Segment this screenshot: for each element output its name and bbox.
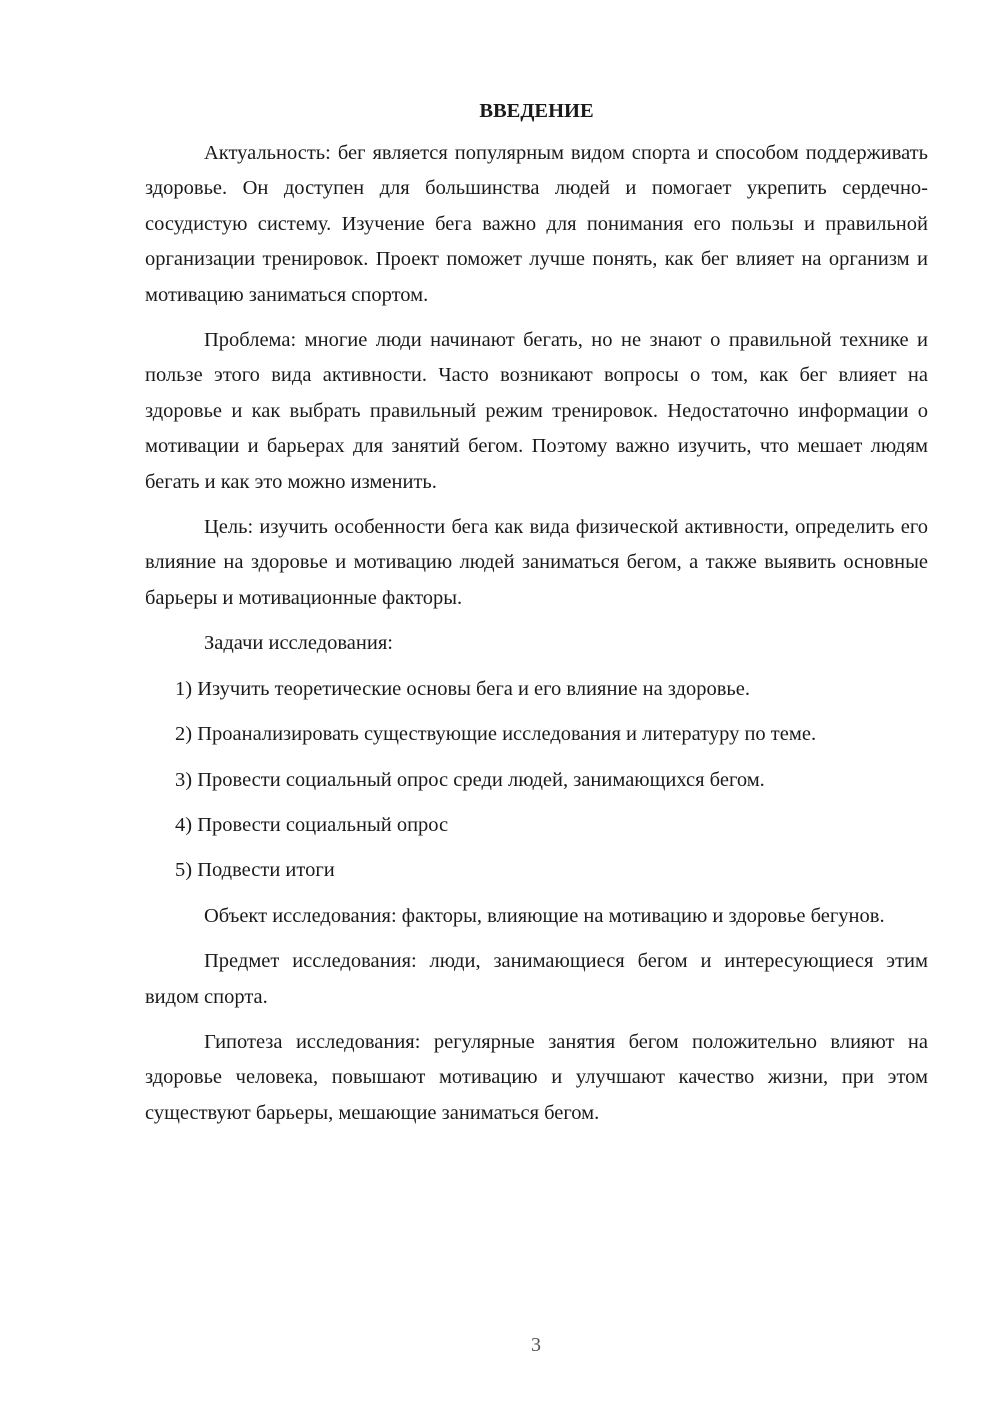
task-item-5: 5) Подвести итоги — [175, 859, 335, 882]
document-page — [145, 96, 928, 1141]
actuality-paragraph: Актуальность: бег является популярным видом спорта и способом поддерживать здоровье. Он доступен для большинства людей и помогает укрепить сердечно-сосудистую систему. Изучение бега важно для понимания его пользы и правильной организации тренировок. Проект поможет лучше понять, как бег влияет на организм и мотивацию заниматься спортом. — [145, 142, 928, 306]
subject-paragraph: Предмет исследования: люди, занимающиеся бегом и интересующиеся этим видом спорта. — [145, 950, 928, 1008]
object-paragraph: Объект исследования: факторы, влияющие на мотивацию и здоровье бегунов. — [204, 904, 885, 927]
task-item-1: 1) Изучить теоретические основы бега и его влияние на здоровье. — [175, 677, 750, 700]
task-item-2: 2) Проанализировать существующие исследования и литературу по теме. — [175, 723, 817, 746]
page-number: 3 — [531, 1334, 541, 1356]
section-title: ВВЕДЕНИЕ — [479, 100, 594, 122]
tasks-heading: Задачи исследования: — [204, 632, 393, 655]
task-item-3: 3) Провести социальный опрос среди людей, занимающихся бегом. — [175, 768, 765, 791]
goal-paragraph: Цель: изучить особенности бега как вида физической активности, определить его влияние на здоровье и мотивацию людей заниматься бегом, а также выявить основные барьеры и мотивационные факторы. — [145, 516, 928, 609]
problem-paragraph: Проблема: многие люди начинают бегать, но не знают о правильной технике и пользе этого вида активности. Часто возникают вопросы о том, как бег влияет на здоровье и как выбрать правильный режим тренировок. Недостаточно информации о мотивации и барьерах для занятий бегом. Поэтому важно изучить, что мешает людям бегать и как это можно изменить. — [145, 329, 928, 493]
hypothesis-paragraph: Гипотеза исследования: регулярные занятия бегом положительно влияют на здоровье человека, повышают мотивацию и улучшают качество жизни, при этом существуют барьеры, мешающие заниматься бегом. — [145, 1030, 928, 1124]
task-item-4: 4) Провести социальный опрос — [175, 813, 449, 836]
